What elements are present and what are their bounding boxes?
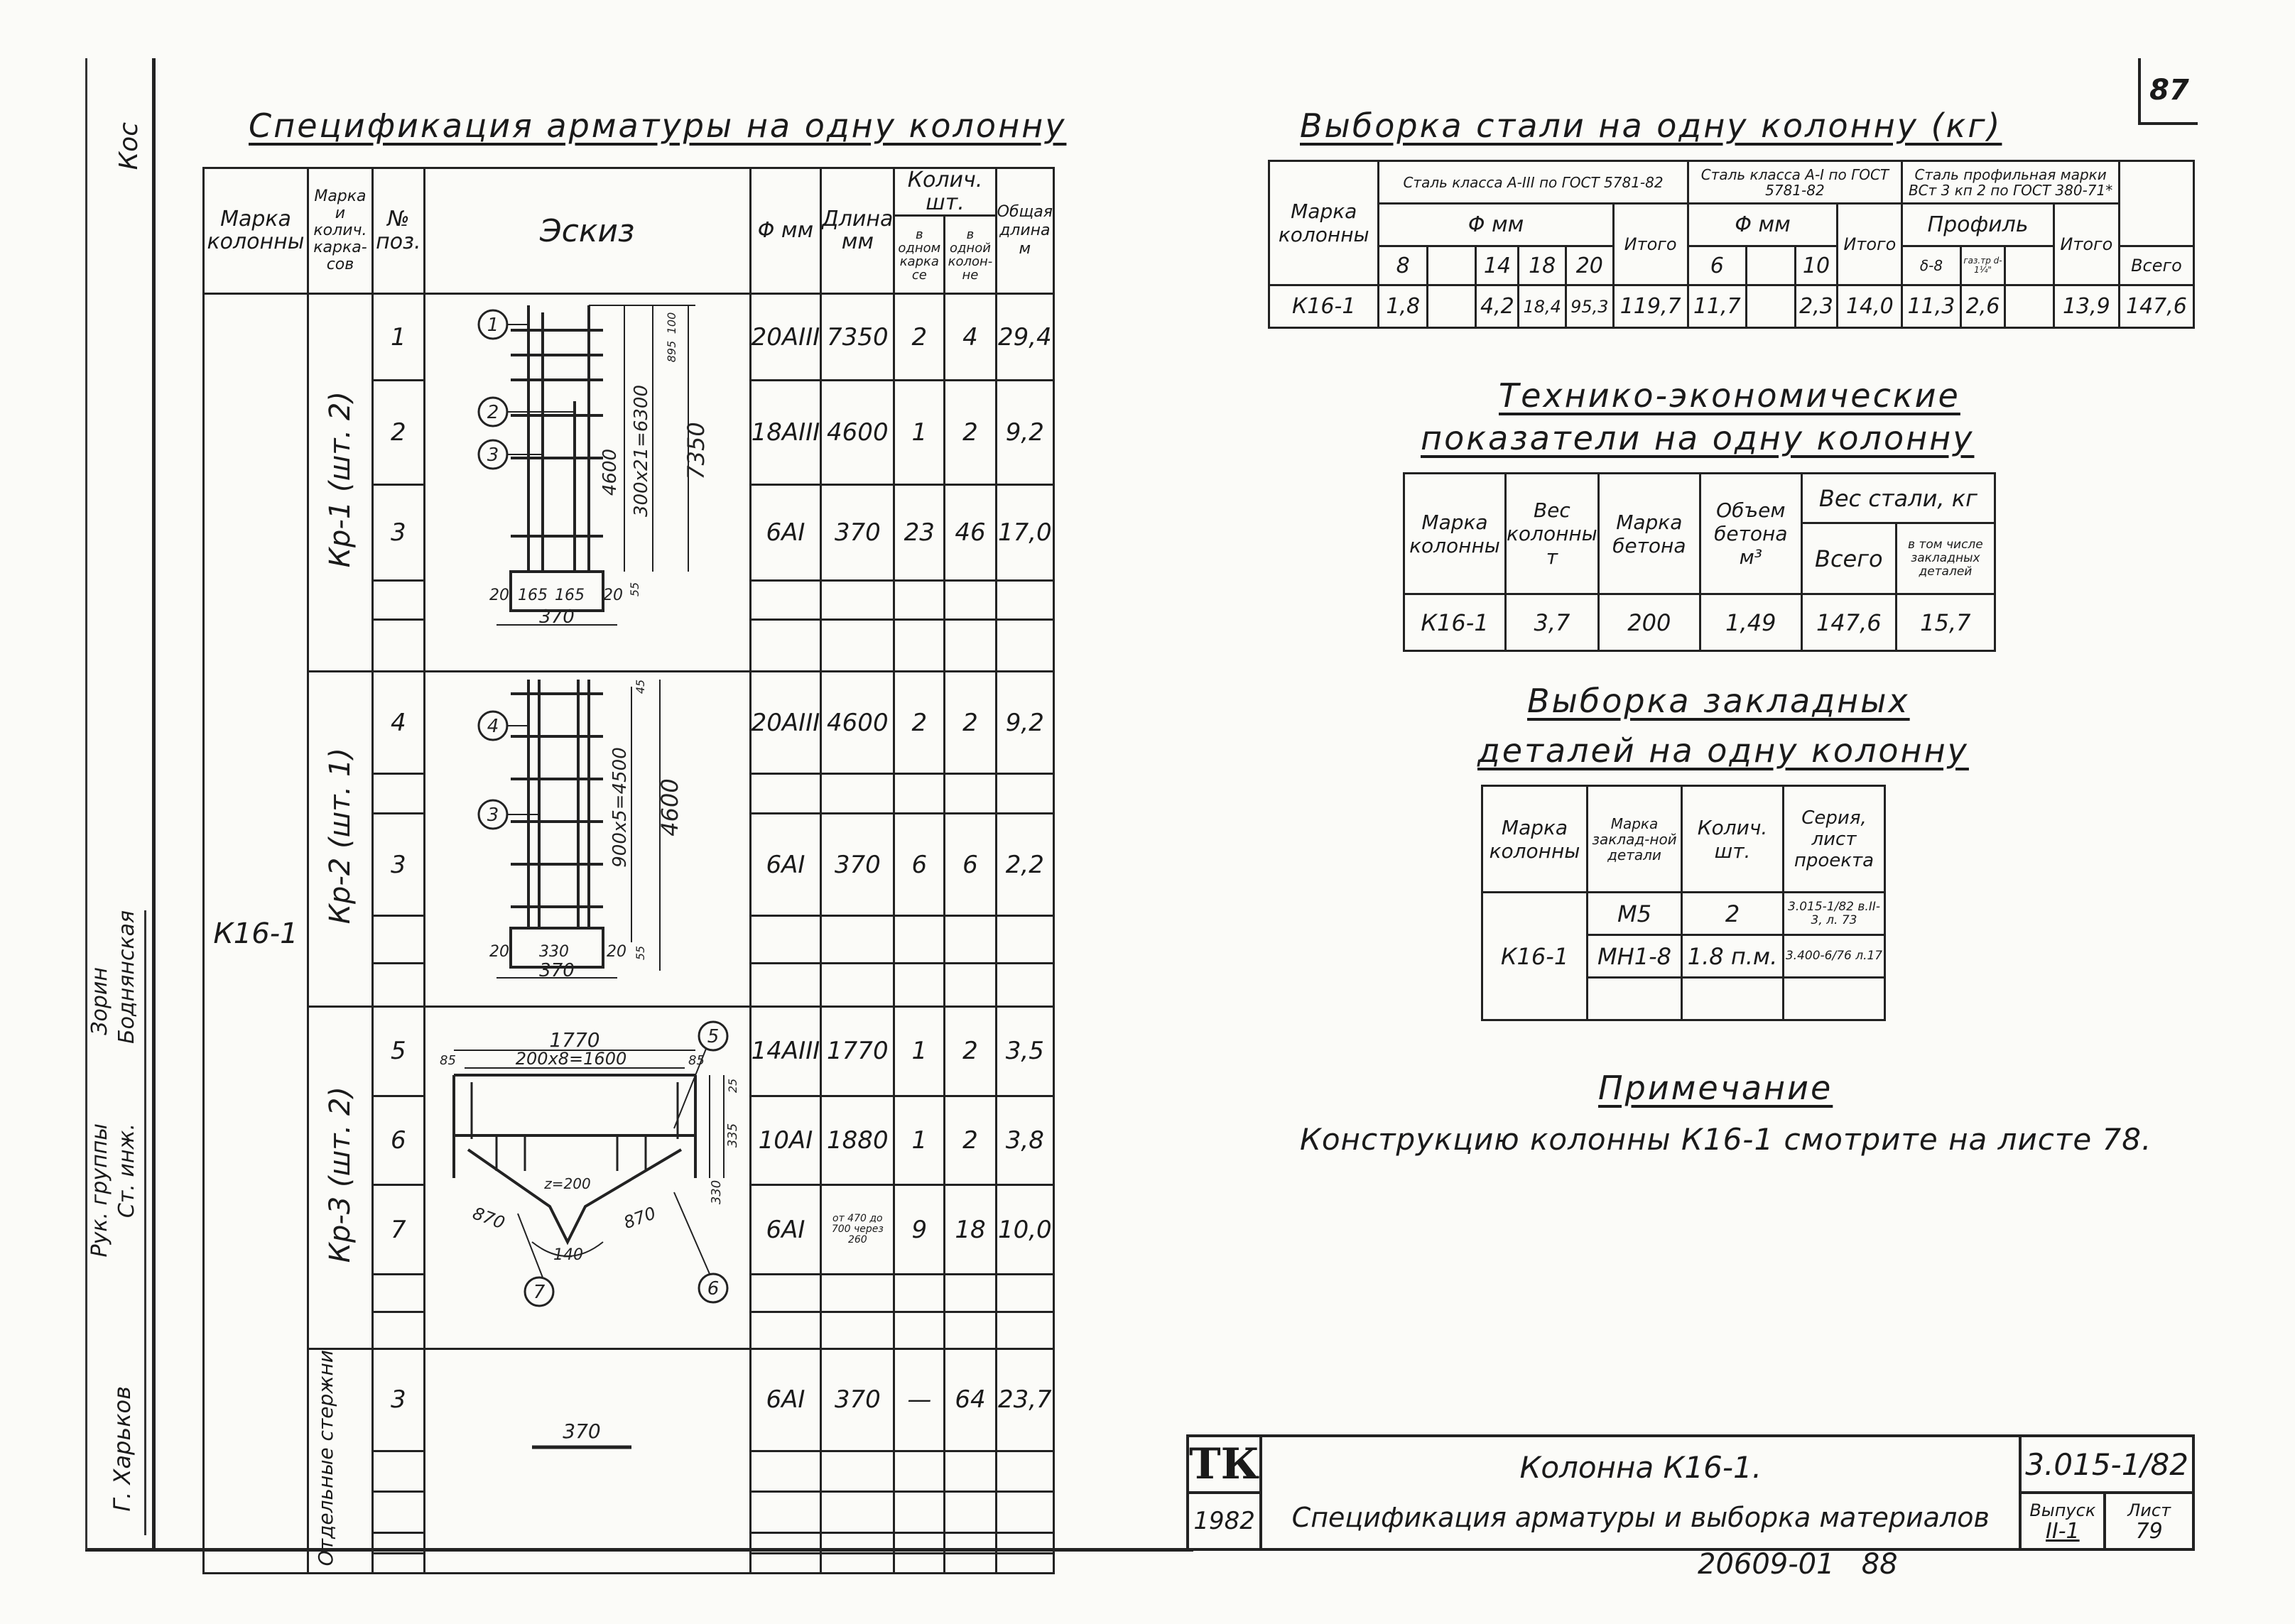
spec-empty: [750, 963, 821, 1006]
spec-empty: [945, 580, 996, 619]
title-block: [1186, 1434, 2195, 1551]
spec-h-frame: Марка и колич. карка-сов: [308, 168, 373, 294]
footer-code: 20609-01 88: [1698, 1548, 1898, 1581]
spec-pos: 3: [372, 485, 424, 581]
spec-empty: [750, 916, 821, 964]
dim-85b: 85: [688, 1053, 705, 1068]
stamp-line-2: Спецификация арматуры и выборка материалов: [1291, 1502, 1990, 1533]
dim-895: 895: [665, 340, 679, 363]
spec-h-pos: № поз.: [372, 168, 424, 294]
sketch-kr1: [424, 294, 750, 672]
steel-col: 14: [1476, 246, 1519, 285]
group-label-kr1: Кр-1 (шт. 2): [323, 391, 357, 568]
spec-empty: [894, 1275, 945, 1312]
spec-qc: 46: [945, 485, 996, 581]
side-engineer: Ст. инж.: [114, 1123, 139, 1219]
dim-335: 335: [725, 1123, 741, 1148]
spec-empty: [372, 1312, 424, 1348]
dim-370: 370: [539, 606, 575, 628]
dim-20c: 20: [489, 943, 510, 961]
callout-2: 2: [487, 402, 499, 423]
spec-pos: 3: [372, 813, 424, 915]
side-group-lead: Рук. группы: [87, 1123, 112, 1258]
steel-row-mark: К16-1: [1269, 285, 1379, 328]
spec-group-label: [308, 1007, 373, 1349]
spec-qc: 2: [945, 381, 996, 485]
stamp-sheet: [2105, 1493, 2193, 1549]
spec-empty: [821, 916, 894, 964]
spec-dia: 14AIII: [750, 1007, 821, 1096]
spec-h-qty-column: в одной колон-не: [945, 216, 996, 294]
callout-1: 1: [487, 315, 499, 336]
spec-empty: [372, 916, 424, 964]
emb-h-series: Серия, лист проекта: [1784, 786, 1885, 893]
callout-3: 3: [487, 445, 499, 466]
dim-4600: 4600: [599, 448, 622, 496]
spec-qf: 6: [894, 813, 945, 915]
spec-empty: [894, 619, 945, 671]
spec-empty: [996, 1553, 1053, 1574]
steel-col: 10: [1795, 246, 1838, 285]
spec-empty: [996, 619, 1053, 671]
dim-20d: 20: [607, 943, 627, 961]
spec-total: 10,0: [996, 1185, 1053, 1275]
dim-140: 140: [553, 1246, 584, 1264]
note-text: Конструкцию колонны К16-1 смотрите на листе 78.: [1300, 1122, 2152, 1157]
steel-empty: [2119, 161, 2193, 246]
spec-pos: 2: [372, 381, 424, 485]
spec-qf: 2: [894, 672, 945, 774]
spec-empty: [821, 580, 894, 619]
steel-phi-a3: Φ мм: [1379, 204, 1613, 246]
steel-col: 8: [1379, 246, 1428, 285]
stamp-logo: ТК: [1188, 1436, 1261, 1493]
tech-table: [1403, 472, 1996, 652]
spec-title: Спецификация арматуры на одну колонну: [249, 107, 1067, 145]
emb-part: МН1-8: [1588, 935, 1682, 978]
spec-length: 4600: [821, 381, 894, 485]
spec-empty: [894, 1553, 945, 1574]
spec-empty: [372, 580, 424, 619]
spec-h-length: Длина мм: [821, 168, 894, 294]
sketch-kr3-svg: [425, 1008, 749, 1341]
spec-qc: 4: [945, 294, 996, 381]
spec-empty: [750, 619, 821, 671]
emb-qty: 2: [1682, 893, 1784, 935]
spec-qf: 1: [894, 381, 945, 485]
emb-series: 3.015-1/82 в.II-3, л. 73: [1784, 893, 1885, 935]
spec-qc: 18: [945, 1185, 996, 1275]
tech-volume: 1,49: [1700, 594, 1801, 651]
spec-empty: [996, 580, 1053, 619]
dim-370c: 370: [563, 1419, 601, 1444]
spec-pos: 7: [372, 1185, 424, 1275]
dim-6300: 300x21=6300: [631, 384, 653, 518]
stamp-year: 1982: [1188, 1493, 1261, 1549]
spec-empty: [996, 1312, 1053, 1348]
steel-val: 18,4: [1519, 285, 1566, 328]
spec-qf: 2: [894, 294, 945, 381]
dim-20a: 20: [489, 587, 510, 604]
spec-qf: —: [894, 1349, 945, 1451]
steel-h-prof: Сталь профильная марки ВСт 3 кп 2 по ГОСТ 380-71*: [1902, 161, 2120, 204]
tech-h-volume: Объем бетона м³: [1700, 474, 1801, 594]
spec-qf: 23: [894, 485, 945, 581]
tech-h-concrete: Марка бетона: [1598, 474, 1700, 594]
spec-empty: [894, 774, 945, 814]
stamp-sheet-label: Лист: [2127, 1500, 2171, 1520]
spec-empty: [372, 1275, 424, 1312]
spec-empty: [821, 619, 894, 671]
spec-qf: 1: [894, 1007, 945, 1096]
callout-4: 4: [487, 716, 499, 737]
spec-length: от 470 до 700 через 260: [821, 1185, 894, 1275]
spec-empty: [821, 1451, 894, 1492]
side-strip: [85, 58, 151, 1549]
side-name-2: Боднянская: [114, 910, 139, 1044]
steel-col: [1427, 246, 1476, 285]
sketch-separate: [424, 1349, 750, 1574]
spec-empty: [750, 1451, 821, 1492]
steel-h-a1: Сталь класса A-I по ГОСТ 5781-82: [1688, 161, 1902, 204]
emb-h-part: Марка заклад-ной детали: [1588, 786, 1682, 893]
stamp-line-1: Колонна К16-1.: [1519, 1450, 1762, 1485]
spec-empty: [372, 1451, 424, 1492]
spec-pos: 3: [372, 1349, 424, 1451]
spec-group-label: [308, 1349, 373, 1574]
dim-7350: 7350: [683, 422, 710, 480]
sketch-kr2: [424, 672, 750, 1007]
spec-empty: [894, 1492, 945, 1533]
dim-1600: 200x8=1600: [515, 1049, 627, 1069]
spec-empty: [894, 1451, 945, 1492]
spec-empty: [996, 1532, 1053, 1553]
spec-dia: 6AI: [750, 1185, 821, 1275]
spec-total: 23,7: [996, 1349, 1053, 1451]
steel-val: 11,3: [1902, 285, 1960, 328]
dim-870a: 870: [470, 1203, 508, 1233]
group-label-kr3: Кр-3 (шт. 2): [323, 1086, 357, 1263]
emb-part: М5: [1588, 893, 1682, 935]
spec-dia: 20AIII: [750, 672, 821, 774]
spec-qf: 9: [894, 1185, 945, 1275]
stamp-issue: [2020, 1493, 2105, 1549]
spec-dia: 6AI: [750, 813, 821, 915]
spec-h-dia: Φ мм: [750, 168, 821, 294]
dim-370b: 370: [539, 960, 575, 981]
spec-empty: [996, 1275, 1053, 1312]
callout-5: 5: [707, 1026, 720, 1047]
spec-empty: [945, 1492, 996, 1533]
dim-4600b: 4600: [656, 778, 684, 836]
callout-6: 6: [707, 1278, 720, 1299]
spec-h-qty: Колич. шт.: [894, 168, 996, 216]
spec-pos: 4: [372, 672, 424, 774]
spec-empty: [821, 963, 894, 1006]
steel-h-total-a3: Итого: [1613, 204, 1688, 285]
steel-col: [1747, 246, 1796, 285]
spec-empty: [945, 1312, 996, 1348]
steel-h-total-prof: Итого: [2053, 204, 2119, 285]
tech-mark: К16-1: [1404, 594, 1506, 651]
steel-phi-a1: Φ мм: [1688, 204, 1838, 246]
emb-empty: [1682, 978, 1784, 1020]
dim-55: 55: [628, 582, 642, 597]
dim-165a: 165: [518, 587, 548, 604]
sketch-kr1-svg: [425, 295, 749, 664]
steel-h-grand: Всего: [2119, 246, 2193, 285]
tech-h-embedded: в том числе закладных деталей: [1896, 523, 1995, 594]
sheet-number: 87: [2138, 58, 2198, 125]
tech-title-2: показатели на одну колонну: [1421, 419, 1975, 457]
spec-empty: [821, 1312, 894, 1348]
spec-empty: [945, 619, 996, 671]
spec-total: 3,8: [996, 1096, 1053, 1185]
spec-qf: 1: [894, 1096, 945, 1185]
tech-h-steel: Вес стали, кг: [1801, 474, 1995, 523]
steel-val: 2,3: [1795, 285, 1838, 328]
steel-val: [2005, 285, 2054, 328]
spec-total: 9,2: [996, 381, 1053, 485]
spec-empty: [750, 1492, 821, 1533]
spec-empty: [945, 916, 996, 964]
spec-qc: 2: [945, 1096, 996, 1185]
steel-title: Выборка стали на одну колонну (кг): [1300, 107, 2002, 145]
spec-empty: [945, 774, 996, 814]
spec-length: 370: [821, 485, 894, 581]
steel-col: 18: [1519, 246, 1566, 285]
dim-55b: 55: [634, 945, 648, 961]
emb-series: 3.400-6/76 л.17: [1784, 935, 1885, 978]
spec-pos: 6: [372, 1096, 424, 1185]
spec-qc: 64: [945, 1349, 996, 1451]
spec-total: 2,2: [996, 813, 1053, 915]
spec-empty: [372, 1553, 424, 1574]
spec-dia: 18AIII: [750, 381, 821, 485]
spec-table: [202, 167, 1055, 1574]
dim-z200: z=200: [544, 1175, 591, 1192]
spec-group-label: [308, 294, 373, 672]
tech-h-weight: Вес колонны т: [1506, 474, 1599, 594]
stamp-title-cell: [1261, 1436, 2020, 1549]
dim-330: 330: [709, 1179, 725, 1205]
spec-group-label: [308, 672, 373, 1007]
spec-empty: [821, 774, 894, 814]
embedded-title-1: Выборка закладных: [1527, 682, 1910, 720]
spec-total: 29,4: [996, 294, 1053, 381]
callout-3b: 3: [487, 805, 499, 826]
spec-empty: [945, 1275, 996, 1312]
spec-empty: [750, 1275, 821, 1312]
spec-empty: [821, 1492, 894, 1533]
spec-qc: 6: [945, 813, 996, 915]
spec-empty: [750, 1312, 821, 1348]
spec-dia: 20AIII: [750, 294, 821, 381]
tech-concrete: 200: [1598, 594, 1700, 651]
spec-total: 17,0: [996, 485, 1053, 581]
steel-val: 1,8: [1379, 285, 1428, 328]
spec-empty: [945, 1553, 996, 1574]
spec-empty: [894, 963, 945, 1006]
dim-870b: 870: [621, 1203, 659, 1233]
steel-col: [2005, 246, 2054, 285]
sketch-kr2-svg: [425, 672, 749, 999]
spec-empty: [372, 774, 424, 814]
dim-1770: 1770: [549, 1028, 600, 1052]
note-title: Примечание: [1598, 1069, 1833, 1107]
emb-qty: 1.8 п.м.: [1682, 935, 1784, 978]
spec-empty: [945, 1451, 996, 1492]
stamp-issue-value: II-1: [2046, 1519, 2080, 1544]
spec-empty: [821, 1275, 894, 1312]
spec-empty: [750, 774, 821, 814]
tech-h-all: Всего: [1801, 523, 1896, 594]
spec-empty: [372, 619, 424, 671]
spec-length: 1770: [821, 1007, 894, 1096]
spec-qc: 2: [945, 1007, 996, 1096]
spec-empty: [894, 580, 945, 619]
steel-col: 20: [1566, 246, 1614, 285]
tech-weight: 3,7: [1506, 594, 1599, 651]
spec-empty: [945, 1532, 996, 1553]
spec-length: 370: [821, 1349, 894, 1451]
emb-empty: [1588, 978, 1682, 1020]
spec-pos: 1: [372, 294, 424, 381]
steel-val: 2,6: [1960, 285, 2005, 328]
steel-h-a3: Сталь класса A-III по ГОСТ 5781-82: [1379, 161, 1688, 204]
tech-title-1: Технико-экономические: [1499, 376, 1960, 415]
steel-val: 11,7: [1688, 285, 1746, 328]
tech-h-mark: Марка колонны: [1404, 474, 1506, 594]
spec-empty: [821, 1553, 894, 1574]
steel-h-profile: Профиль: [1902, 204, 2054, 246]
spec-empty: [894, 916, 945, 964]
embedded-table: [1481, 785, 1886, 1021]
dim-165b: 165: [555, 587, 585, 604]
stamp-code: 3.015-1/82: [2020, 1436, 2193, 1493]
spec-dia: 10AI: [750, 1096, 821, 1185]
spec-h-mark: Марка колонны: [204, 168, 308, 294]
steel-table: [1268, 160, 2195, 329]
steel-col: δ-8: [1902, 246, 1960, 285]
spec-empty: [894, 1312, 945, 1348]
callout-7: 7: [533, 1282, 546, 1303]
dim-4500: 900x5=4500: [609, 747, 631, 868]
group-label-kr2: Кр-2 (шт. 1): [323, 747, 357, 925]
spec-empty: [996, 1492, 1053, 1533]
spec-h-total: Общая длина м: [996, 168, 1053, 294]
spec-empty: [372, 963, 424, 1006]
dim-100: 100: [665, 312, 679, 334]
spec-qc: 2: [945, 672, 996, 774]
side-top-label: Кос: [114, 122, 143, 170]
spec-length: 1880: [821, 1096, 894, 1185]
spec-length: 7350: [821, 294, 894, 381]
steel-val: 4,2: [1476, 285, 1519, 328]
steel-val: [1427, 285, 1476, 328]
dim-330: 330: [539, 943, 570, 961]
spec-empty: [750, 1532, 821, 1553]
steel-col: газ.тр d-1¼": [1960, 246, 2005, 285]
sketch-separate-svg: [425, 1380, 749, 1536]
spec-dia: 6AI: [750, 1349, 821, 1451]
tech-all: 147,6: [1801, 594, 1896, 651]
spec-length: 4600: [821, 672, 894, 774]
spec-empty: [996, 774, 1053, 814]
embedded-title-2: деталей на одну колонну: [1477, 731, 1969, 770]
emb-h-qty: Колич. шт.: [1682, 786, 1784, 893]
tech-embedded: 15,7: [1896, 594, 1995, 651]
spec-empty: [996, 916, 1053, 964]
spec-empty: [996, 963, 1053, 1006]
side-name-1: Зорин: [87, 967, 112, 1035]
spec-empty: [821, 1532, 894, 1553]
spec-total: 9,2: [996, 672, 1053, 774]
spec-empty: [996, 1451, 1053, 1492]
group-label-separate: Отдельные стержни: [313, 1350, 337, 1566]
steel-total: 14,0: [1838, 285, 1902, 328]
side-city: Г. Харьков: [109, 1386, 136, 1512]
steel-val: [1747, 285, 1796, 328]
spec-total: 3,5: [996, 1007, 1053, 1096]
spec-empty: [750, 580, 821, 619]
side-divider: [144, 910, 146, 1535]
steel-h-total-a1: Итого: [1838, 204, 1902, 285]
spec-empty: [372, 1532, 424, 1553]
sketch-kr3: [424, 1007, 750, 1349]
stamp-issue-label: Выпуск: [2029, 1500, 2096, 1520]
spec-h-sketch: Эскиз: [424, 168, 750, 294]
steel-col: 6: [1688, 246, 1746, 285]
spec-empty: [750, 1553, 821, 1574]
spec-pos: 5: [372, 1007, 424, 1096]
emb-h-mark: Марка колонны: [1482, 786, 1588, 893]
dim-25: 25: [726, 1078, 740, 1094]
emb-empty: [1784, 978, 1885, 1020]
steel-grand: 147,6: [2119, 285, 2193, 328]
emb-mark: К16-1: [1482, 893, 1588, 1020]
spec-length: 370: [821, 813, 894, 915]
stamp-sheet-value: 79: [2135, 1519, 2163, 1544]
spec-h-qty-frame: в одном карка се: [894, 216, 945, 294]
spec-empty: [372, 1492, 424, 1533]
dim-45: 45: [634, 679, 648, 694]
spec-column-mark: К16-1: [204, 294, 308, 1574]
steel-total: 119,7: [1613, 285, 1688, 328]
steel-h-mark: Марка колонны: [1269, 161, 1379, 285]
spec-empty: [945, 963, 996, 1006]
dim-85a: 85: [440, 1053, 457, 1068]
steel-total: 13,9: [2053, 285, 2119, 328]
steel-val: 95,3: [1566, 285, 1614, 328]
dim-20b: 20: [603, 587, 624, 604]
spec-dia: 6AI: [750, 485, 821, 581]
spec-empty: [894, 1532, 945, 1553]
